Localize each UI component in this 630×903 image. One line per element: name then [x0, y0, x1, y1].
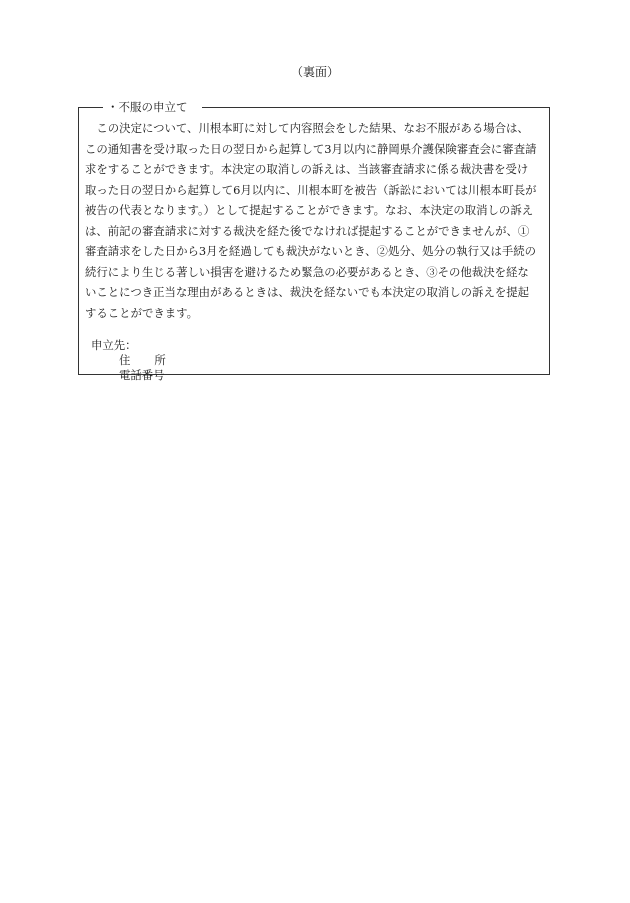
body-line: この通知書を受け取った日の翌日から起算して3月以内に静岡県介護保険審査会に審査請	[85, 141, 537, 156]
phone-label: 電話番号	[119, 368, 165, 382]
address-label-part2: 所	[154, 353, 166, 367]
address-label-part1: 住	[119, 353, 131, 367]
appeal-notice-box	[78, 100, 550, 382]
body-line: することができます。	[85, 305, 198, 320]
body-line: この決定について、川根本町に対して内容照会をした結果、なお不服がある場合は、	[96, 121, 529, 135]
page-heading: （裏面）	[290, 65, 339, 79]
body-line: 求をすることができます。本決定の取消しの訴えは、当該審査請求に係る裁決書を受け	[85, 162, 529, 176]
body-line: 審査請求をした日から3月を経過しても裁決がないとき、②処分、処分の執行又は手続の	[85, 244, 537, 258]
appeal-body-text	[85, 118, 545, 323]
body-line: 被告の代表となります。）として提起することができます。なお、本決定の取消しの訴え	[85, 203, 534, 217]
section-title: ・不服の申立て	[103, 99, 202, 115]
body-line: 取った日の翌日から起算して6月以内に、川根本町を被告（訴訟においては川根本町長が	[85, 182, 537, 197]
address-row	[119, 352, 166, 368]
body-line: は、前記の審査請求に対する裁決を経た後でなければ提起することができませんが、①	[85, 223, 530, 238]
applicant-label: 申立先：	[91, 338, 137, 352]
body-line: 続行により生じる著しい損害を避けるため緊急の必要があるとき、③その他裁決を経な	[85, 264, 529, 279]
body-line: いことにつき正当な理由があるときは、裁決を経ないでも本決定の取消しの訴えを提起	[85, 285, 530, 299]
